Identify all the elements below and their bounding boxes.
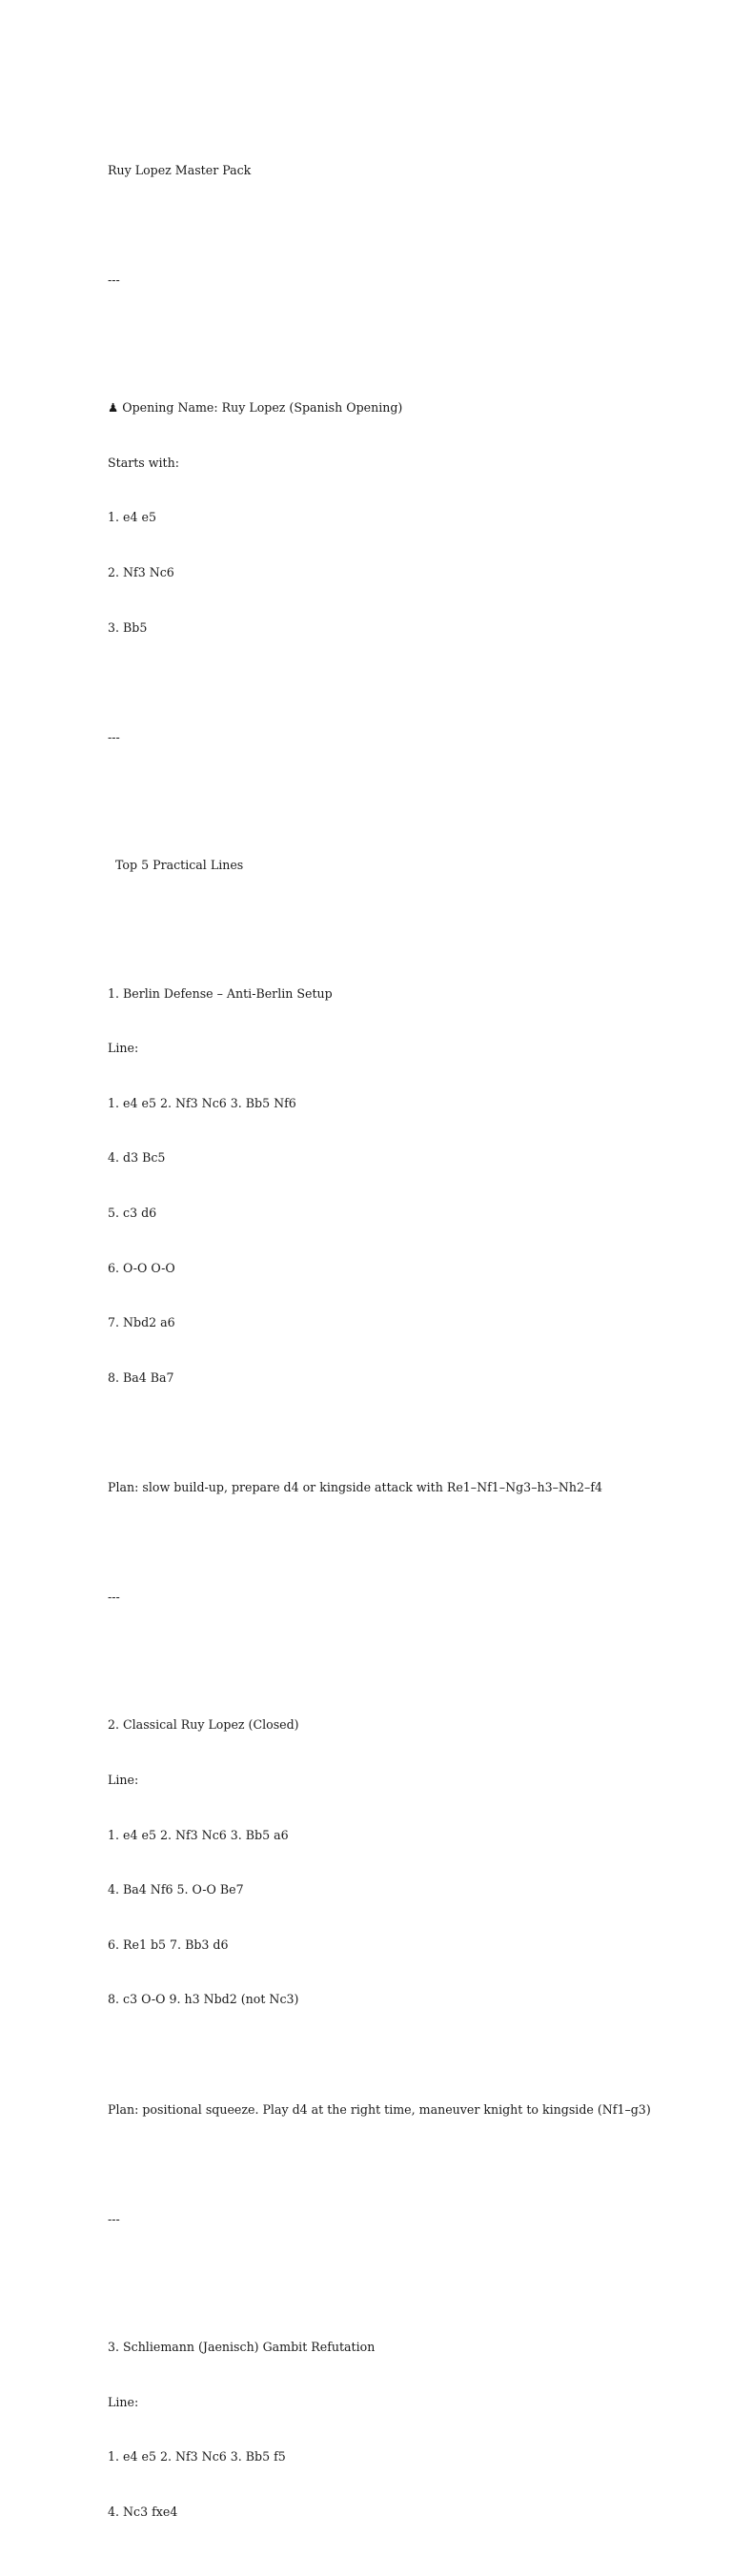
document-title: Ruy Lopez Master Pack [108, 162, 252, 177]
document-body [108, 106, 699, 2576]
blank-line [108, 2045, 699, 2063]
move-line: 1. e4 e5 2. Nf3 Nc6 3. Bb5 f5 [108, 2449, 286, 2464]
move-line: 6. Re1 b5 7. Bb3 d6 [108, 1937, 229, 1952]
line-label: Line: [108, 2394, 139, 2409]
line-heading: 3. Schliemann (Jaenisch) Gambit Refutation [108, 2340, 376, 2355]
blank-line [108, 2264, 699, 2282]
move-line: 1. e4 e5 2. Nf3 Nc6 3. Bb5 a6 [108, 1827, 289, 1842]
line-label: Line: [108, 1041, 139, 1056]
opening-name-line [108, 398, 699, 416]
plan-text: Plan: positional squeeze. Play d4 at the right time, maneuver knight to kingside (Nf1–g3) [108, 2101, 651, 2117]
separator: --- [108, 1590, 120, 1605]
separator: --- [108, 272, 120, 287]
move-line: 8. Ba4 Ba7 [108, 1369, 174, 1385]
move-line: 4. Nc3 fxe4 [108, 2504, 178, 2519]
blank-line [108, 215, 699, 233]
blank-line [108, 1423, 699, 1441]
separator: --- [108, 2211, 120, 2226]
opening-name-text: Opening Name: Ruy Lopez (Spanish Opening) [122, 400, 403, 416]
blank-line [108, 1532, 699, 1551]
move-line: 6. O-O O-O [108, 1260, 175, 1275]
blank-line [108, 673, 699, 691]
line-label: Line: [108, 1773, 139, 1788]
line-heading: 2. Classical Ruy Lopez (Closed) [108, 1717, 299, 1733]
separator: --- [108, 729, 120, 744]
section-heading: Top 5 Practical Lines [108, 858, 244, 873]
plan-text: Plan: slow build-up, prepare d4 or kingside attack with Re1–Nf1–Ng3–h3–Nh2–f4 [108, 1479, 603, 1494]
move-line: 4. d3 Bc5 [108, 1150, 166, 1166]
starts-with-label: Starts with: [108, 455, 179, 470]
line-heading: 1. Berlin Defense – Anti-Berlin Setup [108, 985, 333, 1001]
blank-line [108, 1643, 699, 1661]
opening-move: 1. e4 e5 [108, 510, 156, 525]
move-line: 5. c3 d6 [108, 1205, 157, 1220]
move-line: 1. e4 e5 2. Nf3 Nc6 3. Bb5 Nf6 [108, 1095, 296, 1110]
pawn-icon: ♟ [108, 400, 119, 416]
blank-line [108, 2155, 699, 2173]
blank-line [108, 911, 699, 929]
blank-line [108, 325, 699, 343]
opening-move: 3. Bb5 [108, 619, 148, 635]
move-line: 4. Ba4 Nf6 5. O-O Be7 [108, 1882, 244, 1897]
opening-move: 2. Nf3 Nc6 [108, 564, 174, 579]
blank-line [108, 782, 699, 801]
move-line: 7. Nbd2 a6 [108, 1315, 175, 1330]
move-line: 8. c3 O-O 9. h3 Nbd2 (not Nc3) [108, 1992, 299, 2007]
